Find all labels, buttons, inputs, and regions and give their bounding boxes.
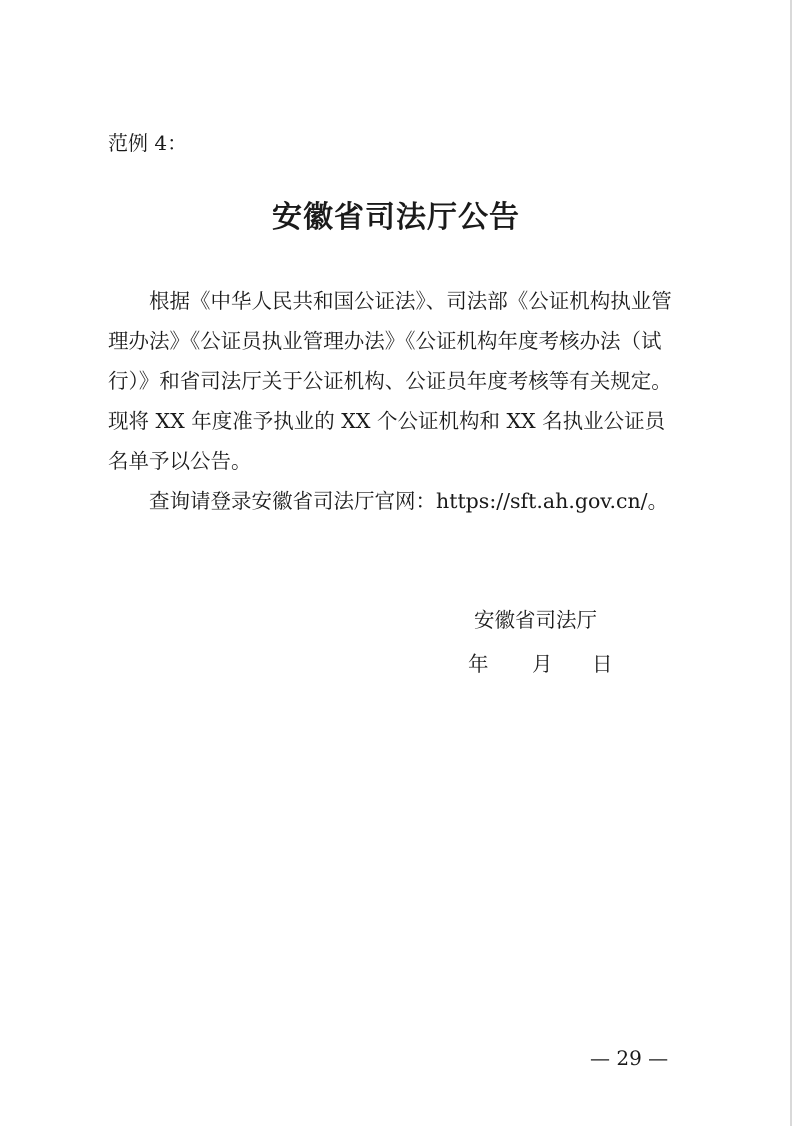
paragraph-line: 行）》和省司法厅关于公证机构、公证员年度考核等有关规定。 (108, 369, 672, 393)
paragraph-line: 理办法》《公证员执业管理办法》《公证机构年度考核办法（试 (108, 329, 662, 353)
page-number: — 29 — (590, 1046, 669, 1070)
query-paragraph (108, 481, 688, 521)
paragraph-line: 根据《中华人民共和国公证法》、司法部《公证机构执业管 (149, 289, 672, 313)
date-year: 年 (468, 652, 489, 676)
paragraph-line: 现将 XX 年度准予执业的 XX 个公证机构和 XX 名执业公证员 (108, 409, 666, 433)
document-title: 安徽省司法厅公告 (272, 200, 520, 235)
issuer-signature: 安徽省司法厅 (474, 608, 597, 632)
paragraph-line: 名单予以公告。 (108, 449, 252, 473)
date-day: 日 (592, 652, 613, 676)
query-line: 查询请登录安徽省司法厅官网：https://sft.ah.gov.cn/。 (149, 489, 669, 513)
announcement-paragraph (108, 281, 688, 481)
example-label: 范例 4： (108, 131, 188, 155)
date-month: 月 (532, 652, 553, 676)
